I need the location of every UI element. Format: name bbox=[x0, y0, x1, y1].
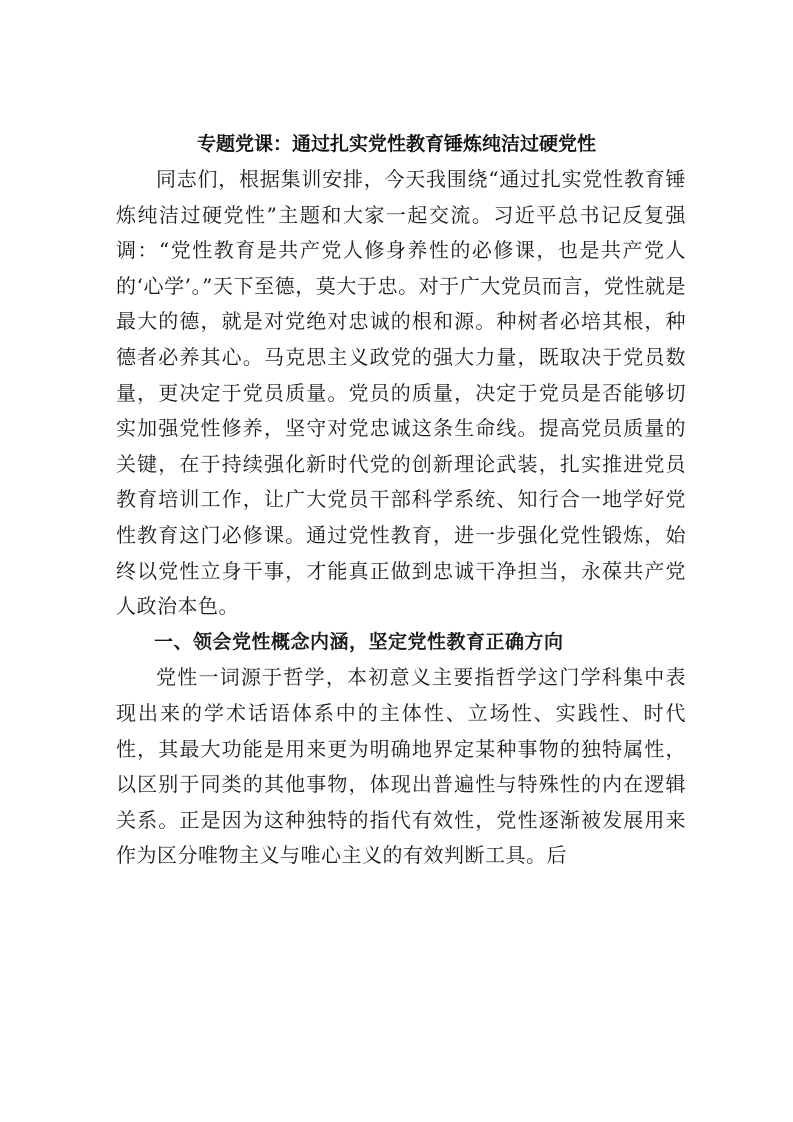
section-heading: 一、领会党性概念内涵，坚定党性教育正确方向 bbox=[154, 630, 564, 653]
section-paragraph: 党性一词源于哲学，本初意义主要指哲学这门学科集中表现出来的学术话语体系中的主体性、立场性、实践性、时代性，其最大功能是用来更为明确地界定某种事物的独特属性，以区别于同类的其他事物，体现出普遍性与特殊性的内在逻辑关系。正是因为这种独特的指代有效性，党性逐渐被发展用来作为区分唯物主义与唯心主义的有效判断工具。后 bbox=[116, 665, 686, 868]
document-title: 专题党课：通过扎实党性教育锤炼纯洁过硬党性 bbox=[196, 133, 596, 155]
intro-paragraph: 同志们，根据集训安排，今天我围绕“通过扎实党性教育锤炼纯洁过硬党性”主题和大家一起交流。习近平总书记反复强调：“党性教育是共产党人修身养性的必修课，也是共产党人的‘心学’。”天下至德，莫大于忠。对于广大党员而言，党性就是最大的德，就是对党绝对忠诚的根和源。种树者必培其根，种德者必养其心。马克思主义政党的强大力量，既取决于党员数量，更决定于党员质量。党员的质量，决定于党员是否能够切实加强党性修养，坚守对党忠诚这条生命线。提高党员质量的关键，在于持续强化新时代党的创新理论武装，扎实推进党员教育培训工作，让广大党员干部科学系统、知行合一地学好党性教育这门必修课。通过党性教育，进一步强化党性锻炼，始终以党性立身干事，才能真正做到忠诚干净担当，永葆共产党人政治本色。 bbox=[116, 167, 686, 619]
document-body bbox=[116, 162, 686, 874]
